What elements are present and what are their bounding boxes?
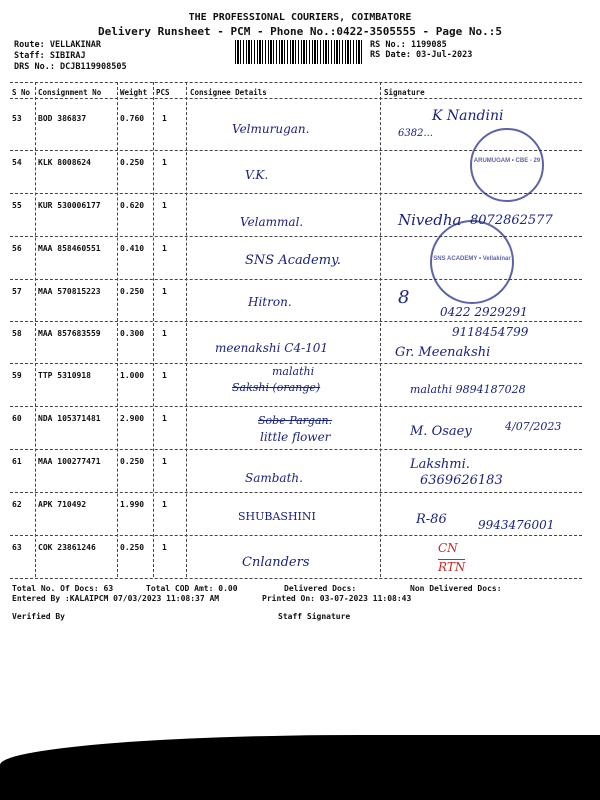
- row-consignee: Velmurugan.: [232, 122, 310, 136]
- row-pcs: 1: [162, 244, 167, 253]
- row-sno: 54: [12, 158, 22, 167]
- row-sno: 53: [12, 114, 22, 123]
- row-signature-phone: 6382...: [398, 128, 433, 139]
- row-consignee: Velammal.: [240, 215, 304, 229]
- table-row: [0, 449, 600, 491]
- delivered-docs: Delivered Docs:: [284, 584, 357, 593]
- rs-number: RS No.: 1199085: [370, 40, 447, 50]
- row-weight: 0.250: [120, 457, 145, 466]
- row-sno: 57: [12, 287, 22, 296]
- row-signature-phone: 0422 2929291: [440, 305, 528, 319]
- table-row: [0, 406, 600, 448]
- row-consignee-struck: Sakshi (orange): [232, 381, 321, 394]
- row-signature-phone: 6369626183: [420, 473, 503, 488]
- col-header-weight: Weight: [120, 88, 148, 97]
- row-signature-status: RTN: [438, 560, 466, 574]
- row-signature-phone: 8072862577: [470, 213, 553, 228]
- row-weight: 0.250: [120, 287, 145, 296]
- row-consignment: MAA 857683559: [38, 329, 101, 338]
- table-row: [0, 321, 600, 363]
- row-divider: [10, 578, 582, 579]
- table-row: [0, 279, 600, 321]
- row-weight: 1.000: [120, 371, 145, 380]
- row-sno: 56: [12, 244, 22, 253]
- row-weight: 0.250: [120, 158, 145, 167]
- row-weight: 0.620: [120, 201, 145, 210]
- row-signature: malathi 9894187028: [410, 383, 526, 396]
- company-name: THE PROFESSIONAL COURIERS, COIMBATORE: [188, 12, 412, 23]
- table-row: [0, 492, 600, 534]
- row-consignment: MAA 570815223: [38, 287, 101, 296]
- row-consignee: SHUBASHINI: [238, 510, 316, 523]
- staff-signature: Staff Signature: [278, 612, 351, 621]
- row-pcs: 1: [162, 329, 167, 338]
- row-consignee: Sambath.: [245, 471, 303, 485]
- row-weight: 1.990: [120, 500, 145, 509]
- row-consignment: TTP 5310918: [38, 371, 91, 380]
- row-consignment: COK 23861246: [38, 543, 96, 552]
- rubber-stamp: [430, 220, 514, 304]
- row-signature: 9118454799: [452, 325, 529, 339]
- row-consignee: meenakshi C4-101: [215, 341, 329, 355]
- row-weight: 0.760: [120, 114, 145, 123]
- row-pcs: 1: [162, 457, 167, 466]
- row-consignee: SNS Academy.: [245, 253, 341, 268]
- row-pcs: 1: [162, 114, 167, 123]
- stamp-text: ARUMUGAM • CBE - 29: [473, 158, 541, 164]
- divider: [10, 98, 582, 99]
- table-row: [0, 363, 600, 405]
- table-row: [0, 535, 600, 577]
- runsheet-title: Delivery Runsheet - PCM - Phone No.:0422-3505555 - Page No.:5: [98, 25, 502, 38]
- row-weight: 0.410: [120, 244, 145, 253]
- route-label: Route: VELLAKINAR: [14, 40, 101, 50]
- row-consignment: KLK 8008624: [38, 158, 91, 167]
- row-pcs: 1: [162, 287, 167, 296]
- row-pcs: 1: [162, 500, 167, 509]
- row-consignee: Hitron.: [248, 295, 292, 309]
- row-weight: 2.900: [120, 414, 145, 423]
- row-consignment: MAA 858460551: [38, 244, 101, 253]
- row-signature: Nivedha: [398, 211, 462, 229]
- row-consignee: Cnlanders: [242, 555, 310, 570]
- col-header-sno: S No: [12, 88, 31, 97]
- row-sno: 61: [12, 457, 22, 466]
- row-sno: 55: [12, 201, 22, 210]
- entered-by: Entered By :KALAIPCM 07/03/2023 11:08:37 AM: [12, 594, 220, 603]
- row-signature: 8: [398, 287, 410, 308]
- row-pcs: 1: [162, 414, 167, 423]
- row-signature: K Nandini: [432, 108, 504, 124]
- row-consignment: NDA 105371481: [38, 414, 101, 423]
- row-sno: 58: [12, 329, 22, 338]
- row-consignee-struck: Sobe Pargan.: [258, 414, 333, 427]
- total-cod: Total COD Amt: 0.00: [146, 584, 238, 593]
- total-docs: Total No. Of Docs: 63: [12, 584, 114, 593]
- row-signature: R-86: [416, 512, 447, 527]
- col-header-signature: Signature: [384, 88, 425, 97]
- barcode: [235, 40, 363, 64]
- col-header-consignment: Consignment No: [38, 88, 102, 97]
- row-pcs: 1: [162, 158, 167, 167]
- staff-label: Staff: SIBIRAJ: [14, 51, 86, 61]
- stamp-text: SNS ACADEMY • Vellakinar: [433, 256, 511, 262]
- row-pcs: 1: [162, 543, 167, 552]
- drs-label: DRS No.: DCJB119908505: [14, 62, 127, 72]
- row-signature-date: 4/07/2023: [505, 420, 562, 433]
- col-header-pcs: PCS: [156, 88, 170, 97]
- col-header-consignee: Consignee Details: [190, 88, 267, 97]
- row-sno: 63: [12, 543, 22, 552]
- verified-by: Verified By: [12, 612, 65, 621]
- row-consignment: MAA 100277471: [38, 457, 101, 466]
- row-sno: 62: [12, 500, 22, 509]
- row-consignment: BOD 386837: [38, 114, 87, 123]
- divider: [10, 82, 582, 83]
- scan-shadow: [0, 735, 600, 800]
- row-signature: CN: [438, 541, 458, 555]
- non-delivered-docs: Non Delivered Docs:: [410, 584, 502, 593]
- row-sno: 59: [12, 371, 22, 380]
- printed-on: Printed On: 03-07-2023 11:08:43: [262, 594, 412, 603]
- row-consignee: little flower: [260, 430, 331, 444]
- row-consignment: KUR 530006177: [38, 201, 101, 210]
- row-signature: Lakshmi.: [410, 457, 470, 472]
- rs-date: RS Date: 03-Jul-2023: [370, 50, 473, 60]
- row-signature-phone: 9943476001: [478, 518, 555, 532]
- row-consignee: V.K.: [245, 168, 269, 182]
- row-signature: M. Osaey: [410, 424, 472, 439]
- row-consignee: malathi: [272, 365, 315, 378]
- rubber-stamp: [470, 128, 544, 202]
- row-consignment: APK 710492: [38, 500, 87, 509]
- row-signature-name: Gr. Meenakshi: [395, 345, 491, 360]
- row-pcs: 1: [162, 201, 167, 210]
- row-pcs: 1: [162, 371, 167, 380]
- row-weight: 0.250: [120, 543, 145, 552]
- row-sno: 60: [12, 414, 22, 423]
- row-weight: 0.300: [120, 329, 145, 338]
